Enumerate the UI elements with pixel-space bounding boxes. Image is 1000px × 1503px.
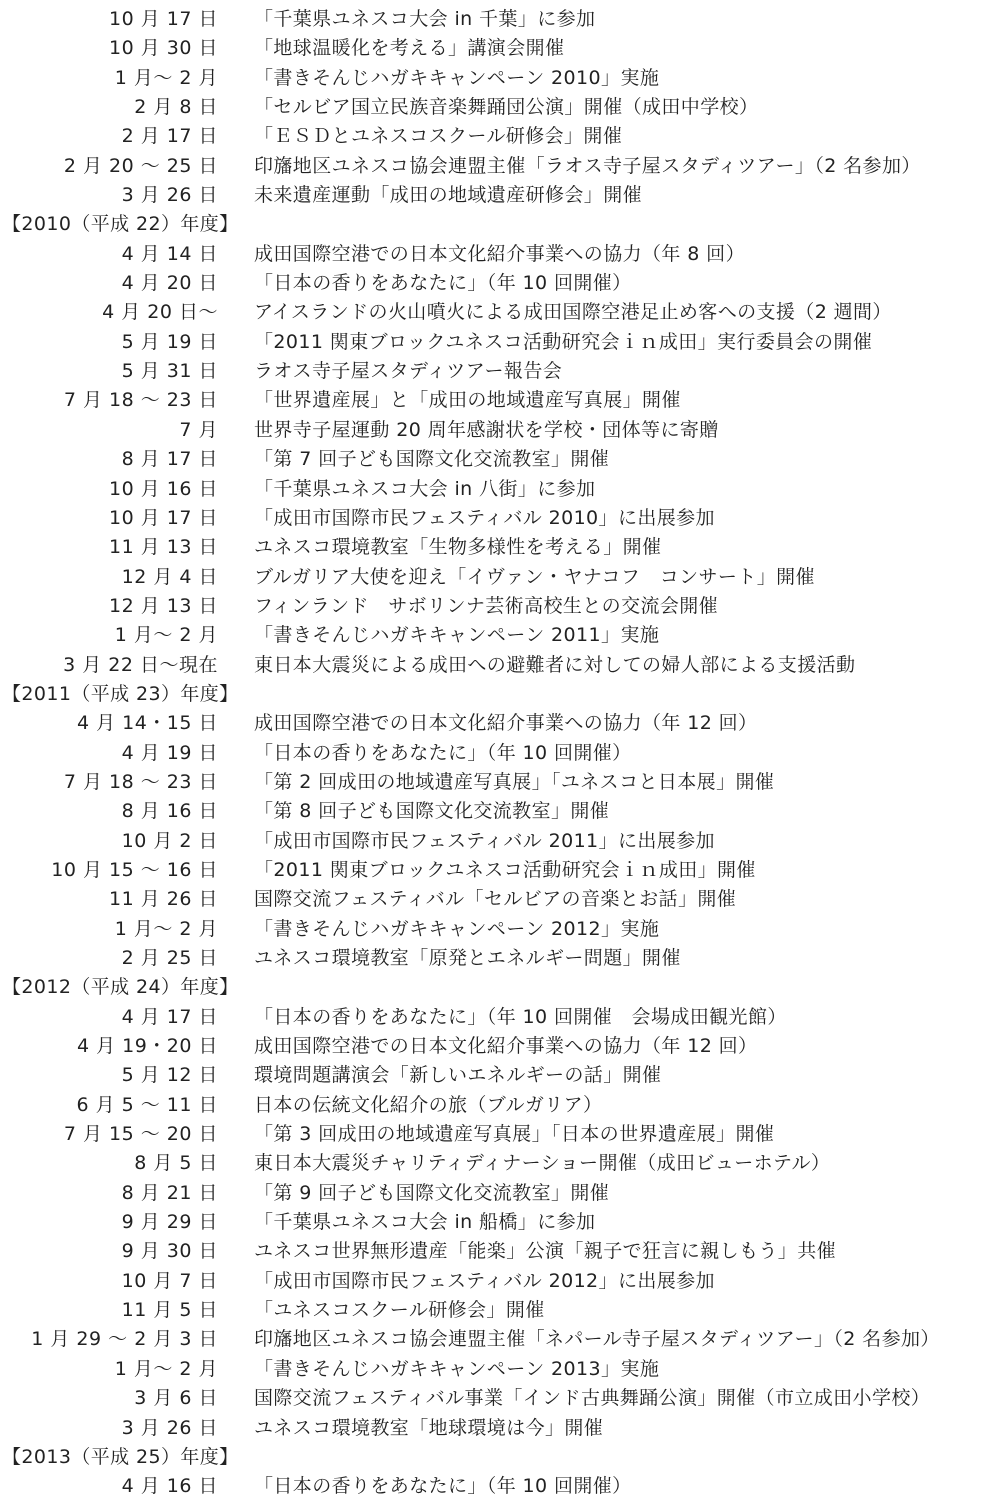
entry-event: 日本の伝統文化紹介の旅（ブルガリア） [254, 1093, 603, 1116]
entry-date: 4 月 19 日 [121, 741, 218, 764]
entry-event: 「日本の香りをあなたに」（年 10 回開催） [254, 272, 632, 295]
entry-event: 「千葉県ユネスコ大会 in 八街」に参加 [254, 477, 596, 500]
entry-date: 2 月 17 日 [121, 125, 218, 148]
timeline-entry [0, 621, 1000, 650]
entry-date: 4 月 17 日 [121, 1005, 218, 1028]
timeline-entry [0, 709, 1000, 738]
entry-date: 5 月 19 日 [121, 330, 218, 353]
entry-event: 環境問題講演会「新しいエネルギーの話」開催 [254, 1064, 662, 1087]
fiscal-year-heading-row [0, 210, 1000, 239]
entry-date: 10 月 2 日 [121, 829, 218, 852]
entry-event: 「第 7 回子ども国際文化交流教室」開催 [254, 448, 610, 471]
timeline-entry [0, 240, 1000, 269]
entry-event: 「セルビア国立民族音楽舞踊団公演」開催（成田中学校） [254, 96, 759, 119]
timeline-entry [0, 93, 1000, 122]
entry-date: 4 月 19・20 日 [76, 1035, 218, 1058]
entry-event: 印旛地区ユネスコ協会連盟主催「ラオス寺子屋スタディツアー」（2 名参加） [254, 154, 921, 177]
fiscal-year-heading: 【2013（平成 25）年度】 [2, 1445, 239, 1468]
timeline-entry [0, 885, 1000, 914]
entry-date: 1 月～ 2 月 [114, 1357, 218, 1380]
timeline-entry [0, 1179, 1000, 1208]
timeline-entry [0, 1384, 1000, 1413]
entry-event: 「ユネスコスクール研修会」開催 [254, 1299, 545, 1322]
timeline-entry [0, 533, 1000, 562]
entry-date: 11 月 5 日 [121, 1299, 218, 1322]
timeline-entry [0, 328, 1000, 357]
timeline-entry [0, 1003, 1000, 1032]
entry-event: 「世界遺産展」と「成田の地域遺産写真展」開催 [254, 389, 681, 412]
entry-date: 4 月 14 日 [121, 242, 218, 265]
timeline-entry [0, 797, 1000, 826]
entry-date: 10 月 7 日 [121, 1269, 218, 1292]
entry-event: 「書きそんじハガキキャンペーン 2012」実施 [254, 917, 660, 940]
entry-event: フィンランド サボリンナ芸術高校生との交流会開催 [254, 594, 719, 617]
entry-event: 「日本の香りをあなたに」（年 10 回開催 会場成田観光館） [254, 1005, 787, 1028]
entry-date: 3 月 26 日 [121, 184, 218, 207]
entry-date: 1 月～ 2 月 [114, 917, 218, 940]
entry-event: 「千葉県ユネスコ大会 in 船橋」に参加 [254, 1211, 596, 1234]
timeline-entry [0, 1237, 1000, 1266]
timeline-entry [0, 651, 1000, 680]
entry-event: 未来遺産運動「成田の地域遺産研修会」開催 [254, 184, 643, 207]
activity-timeline [0, 5, 1000, 1502]
entry-event: 国際交流フェスティバル「セルビアの音楽とお話」開催 [254, 888, 737, 911]
entry-date: 10 月 15 ～ 16 日 [51, 858, 218, 881]
entry-date: 9 月 30 日 [121, 1240, 218, 1263]
entry-date: 2 月 20 ～ 25 日 [63, 154, 218, 177]
entry-event: 「第 2 回成田の地域遺産写真展」「ユネスコと日本展」開催 [254, 770, 775, 793]
timeline-entry [0, 1414, 1000, 1443]
entry-date: 10 月 17 日 [109, 8, 218, 30]
timeline-entry [0, 1061, 1000, 1090]
entry-event: 「地球温暖化を考える」講演会開催 [254, 37, 565, 60]
timeline-entry [0, 1325, 1000, 1354]
entry-date: 8 月 17 日 [121, 448, 218, 471]
entry-event: 「書きそんじハガキキャンペーン 2010」実施 [254, 66, 660, 89]
timeline-entry [0, 386, 1000, 415]
timeline-entry [0, 1355, 1000, 1384]
timeline-entry [0, 1091, 1000, 1120]
entry-event: 「千葉県ユネスコ大会 in 千葉」に参加 [254, 8, 596, 30]
entry-date: 1 月～ 2 月 [114, 66, 218, 89]
timeline-entry [0, 1267, 1000, 1296]
entry-event: 「日本の香りをあなたに」（年 10 回開催） [254, 741, 632, 764]
fiscal-year-heading-row [0, 1443, 1000, 1472]
timeline-entry [0, 1149, 1000, 1178]
entry-date: 3 月 6 日 [134, 1387, 218, 1410]
timeline-entry [0, 1208, 1000, 1237]
entry-event: 印旛地区ユネスコ協会連盟主催「ネパール寺子屋スタディツアー」（2 名参加） [254, 1328, 940, 1351]
entry-event: 「第 3 回成田の地域遺産写真展」「日本の世界遺産展」開催 [254, 1123, 775, 1146]
entry-event: 「書きそんじハガキキャンペーン 2013」実施 [254, 1357, 660, 1380]
timeline-entry [0, 1032, 1000, 1061]
entry-date: 9 月 29 日 [121, 1211, 218, 1234]
entry-event: アイスランドの火山噴火による成田国際空港足止め客への支援（2 週間） [254, 301, 892, 324]
entry-event: ラオス寺子屋スタディツアー報告会 [254, 360, 563, 383]
entry-date: 11 月 13 日 [109, 536, 218, 559]
timeline-entry [0, 122, 1000, 151]
timeline-entry [0, 298, 1000, 327]
timeline-entry [0, 768, 1000, 797]
entry-event: 「ＥＳＤとユネスコスクール研修会」開催 [254, 125, 623, 148]
timeline-entry [0, 504, 1000, 533]
entry-date: 7 月 15 ～ 20 日 [63, 1123, 218, 1146]
entry-date: 5 月 31 日 [121, 360, 218, 383]
entry-date: 8 月 21 日 [121, 1181, 218, 1204]
timeline-entry [0, 856, 1000, 885]
timeline-entry [0, 592, 1000, 621]
entry-event: 「日本の香りをあなたに」（年 10 回開催） [254, 1475, 632, 1498]
timeline-entry [0, 475, 1000, 504]
fiscal-year-heading: 【2012（平成 24）年度】 [2, 976, 239, 999]
fiscal-year-heading-row [0, 973, 1000, 1002]
entry-event: 「2011 関東ブロックユネスコ活動研究会ｉｎ成田」開催 [254, 858, 756, 881]
timeline-entry [0, 357, 1000, 386]
timeline-entry [0, 944, 1000, 973]
entry-date: 1 月 29 ～ 2 月 3 日 [31, 1328, 218, 1351]
entry-date: 12 月 4 日 [121, 565, 218, 588]
entry-event: 「成田市国際市民フェスティバル 2012」に出展参加 [254, 1269, 715, 1292]
timeline-entry [0, 739, 1000, 768]
timeline-entry [0, 445, 1000, 474]
fiscal-year-heading: 【2011（平成 23）年度】 [2, 682, 239, 705]
entry-event: ユネスコ環境教室「地球環境は今」開催 [254, 1416, 604, 1439]
entry-event: 「成田市国際市民フェスティバル 2011」に出展参加 [254, 829, 715, 852]
entry-date: 2 月 8 日 [134, 96, 218, 119]
entry-date: 7 月 18 ～ 23 日 [63, 389, 218, 412]
entry-event: 東日本大震災チャリティディナーショー開催（成田ビューホテル） [254, 1152, 831, 1175]
timeline-entry [0, 827, 1000, 856]
entry-date: 12 月 13 日 [109, 594, 218, 617]
entry-event: 「成田市国際市民フェスティバル 2010」に出展参加 [254, 506, 715, 529]
timeline-entry [0, 181, 1000, 210]
entry-event: 「書きそんじハガキキャンペーン 2011」実施 [254, 624, 660, 647]
entry-event: ユネスコ環境教室「原発とエネルギー問題」開催 [254, 947, 681, 969]
timeline-entry [0, 34, 1000, 63]
timeline-entry [0, 64, 1000, 93]
timeline-entry [0, 1472, 1000, 1501]
entry-date: 8 月 16 日 [121, 800, 218, 823]
entry-date: 4 月 20 日 [121, 272, 218, 295]
entry-date: 4 月 20 日～ [102, 301, 218, 324]
entry-date: 8 月 5 日 [134, 1152, 218, 1175]
entry-event: 成田国際空港での日本文化紹介事業への協力（年 8 回） [254, 242, 745, 265]
timeline-entry [0, 269, 1000, 298]
entry-date: 5 月 12 日 [121, 1064, 218, 1087]
entry-event: ブルガリア大使を迎え「イヴァン・ヤナコフ コンサート」開催 [254, 565, 815, 588]
entry-event: ユネスコ世界無形遺産「能楽」公演「親子で狂言に親しもう」共催 [254, 1240, 837, 1263]
fiscal-year-heading-row [0, 680, 1000, 709]
entry-event: 世界寺子屋運動 20 周年感謝状を学校・団体等に寄贈 [254, 418, 719, 441]
entry-date: 11 月 26 日 [109, 888, 218, 911]
entry-date: 10 月 17 日 [109, 506, 218, 529]
timeline-entry [0, 915, 1000, 944]
entry-date: 4 月 14・15 日 [76, 712, 218, 735]
entry-event: 「第 9 回子ども国際文化交流教室」開催 [254, 1181, 610, 1204]
entry-date: 6 月 5 ～ 11 日 [76, 1093, 218, 1116]
entry-date: 4 月 16 日 [121, 1475, 218, 1498]
entry-event: 成田国際空港での日本文化紹介事業への協力（年 12 回） [254, 1035, 758, 1058]
timeline-entry [0, 416, 1000, 445]
entry-date: 3 月 26 日 [121, 1416, 218, 1439]
entry-date: 2 月 25 日 [121, 947, 218, 969]
entry-event: 国際交流フェスティバル事業「インド古典舞踊公演」開催（市立成田小学校） [254, 1387, 931, 1410]
timeline-entry [0, 152, 1000, 181]
timeline-entry [0, 563, 1000, 592]
timeline-entry [0, 5, 1000, 34]
timeline-entry [0, 1120, 1000, 1149]
entry-event: 「2011 関東ブロックユネスコ活動研究会ｉｎ成田」実行委員会の開催 [254, 330, 873, 353]
timeline-entry [0, 1296, 1000, 1325]
entry-event: 成田国際空港での日本文化紹介事業への協力（年 12 回） [254, 712, 758, 735]
entry-date: 1 月～ 2 月 [114, 624, 218, 647]
entry-event: ユネスコ環境教室「生物多様性を考える」開催 [254, 536, 662, 559]
entry-date: 3 月 22 日～現在 [63, 653, 218, 676]
entry-date: 7 月 [179, 418, 218, 441]
fiscal-year-heading: 【2010（平成 22）年度】 [2, 213, 239, 236]
entry-event: 「第 8 回子ども国際文化交流教室」開催 [254, 800, 610, 823]
entry-event: 東日本大震災による成田への避難者に対しての婦人部による支援活動 [254, 653, 856, 676]
entry-date: 7 月 18 ～ 23 日 [63, 770, 218, 793]
entry-date: 10 月 16 日 [109, 477, 218, 500]
entry-date: 10 月 30 日 [109, 37, 218, 60]
